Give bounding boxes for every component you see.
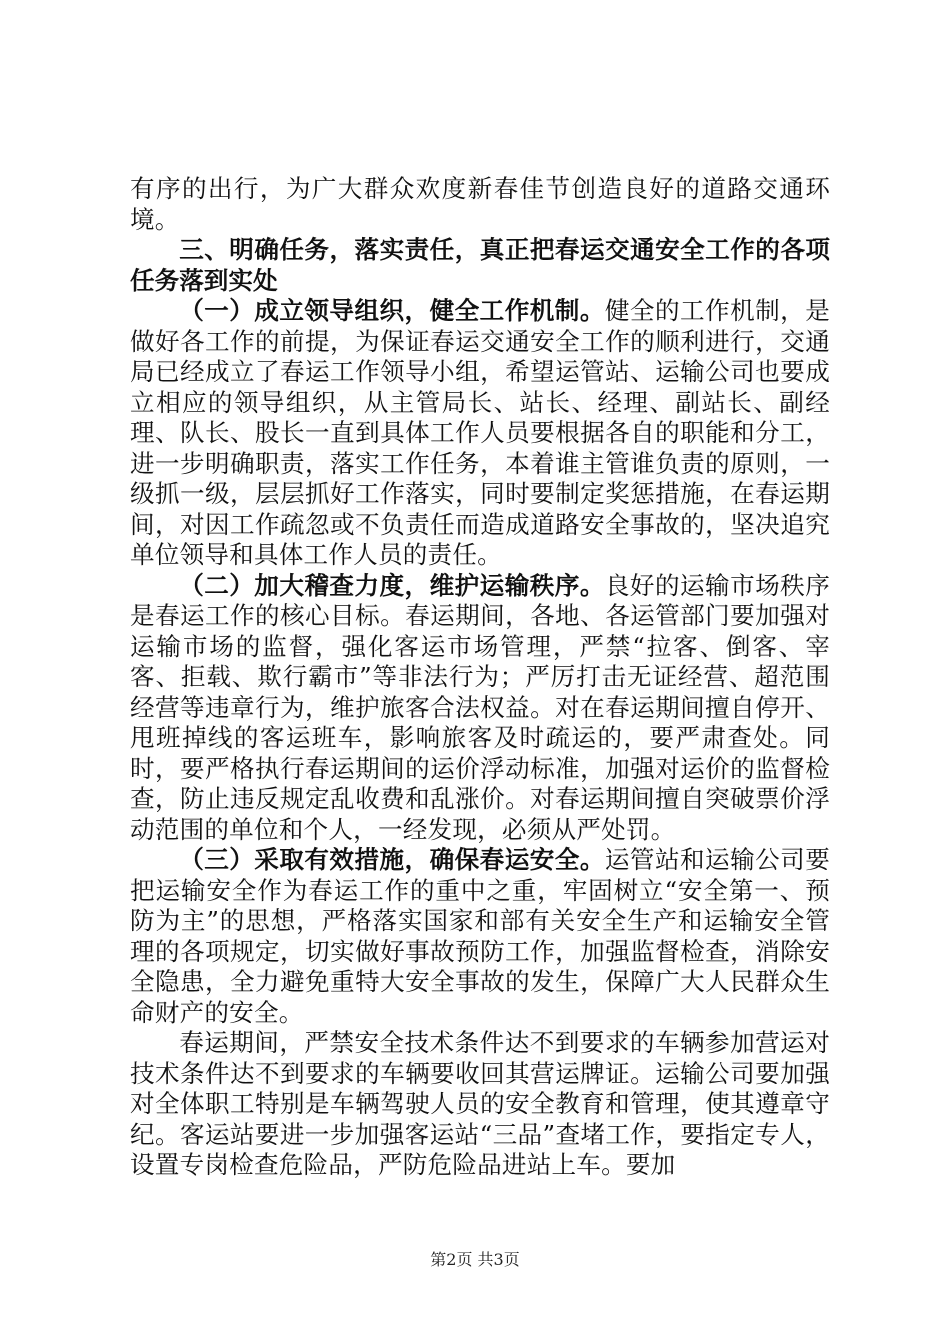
paragraph-final: 春运期间，严禁安全技术条件达不到要求的车辆参加营运对技术条件达不到要求的车辆要收回其营运牌证。运输公司要加强对全体职工特别是车辆驾驶人员的安全教育和管理，使其遵章守纪。客运站要进一步加强客运站“三品”查堵工作，要指定专人，设置专岗检查危险品，严防危险品进站上车。要加 xyxy=(130,1028,830,1179)
subsection-body-2: 良好的运输市场秩序是春运工作的核心目标。春运期间，各地、各运管部门要加强对运输市场的监督，强化客运市场管理，严禁“拉客、倒客、宰客、拒载、欺行霸市”等非法行为；严厉打击无证经营、超范围经营等违章行为，维护旅客合法权益。对在春运期间擅自停开、甩班掉线的客运班车，影响旅客及时疏运的，要严肃查处。同时，要严格执行春运期间的运价浮动标准，加强对运价的监督检查，防止违反规定乱收费和乱涨价。对春运期间擅自突破票价浮动范围的单位和个人，一经发现，必须从严处罚。 xyxy=(130,570,830,844)
paragraph-continuation: 有序的出行，为广大群众欢度新春佳节创造良好的道路交通环境。 xyxy=(130,174,830,234)
document-body xyxy=(130,174,830,1181)
paragraph-subsection-2 xyxy=(130,571,830,846)
subsection-title-2: （二）加大稽查力度，维护运输秩序。 xyxy=(179,570,605,600)
paragraph-subsection-1 xyxy=(130,296,830,571)
section-heading: 三、明确任务，落实责任，真正把春运交通安全工作的各项任务落到实处 xyxy=(130,235,830,295)
page-footer: 第2页 共3页 xyxy=(430,1250,520,1269)
paragraph-subsection-3 xyxy=(130,845,830,1028)
subsection-title-1: （一）成立领导组织，健全工作机制。 xyxy=(179,296,605,325)
subsection-body-1: 健全的工作机制，是做好各工作的前提，为保证春运交通安全工作的顺利进行，交通局已经成立了春运工作领导小组，希望运管站、运输公司也要成立相应的领导组织，从主管局长、站长、经理、副站长、副经理、队长、股长一直到具体工作人员要根据各自的职能和分工，进一步明确职责，落实工作任务，本着谁主管谁负责的原则，一级抓一级，层层抓好工作落实，同时要制定奖惩措施，在春运期间，对因工作疏忽或不负责任而造成道路安全事故的，坚决追究单位领导和具体工作人员的责任。 xyxy=(130,296,830,569)
subsection-title-3: （三）采取有效措施，确保春运安全。 xyxy=(179,845,605,874)
subsection-body-3: 运管站和运输公司要把运输安全作为春运工作的重中之重，牢固树立“安全第一、预防为主”的思想，严格落实国家和部有关安全生产和运输安全管理的各项规定，切实做好事故预防工作，加强监督检查，消除安全隐患，全力避免重特大安全事故的发生，保障广大人民群众生命财产的安全。 xyxy=(130,845,830,1027)
